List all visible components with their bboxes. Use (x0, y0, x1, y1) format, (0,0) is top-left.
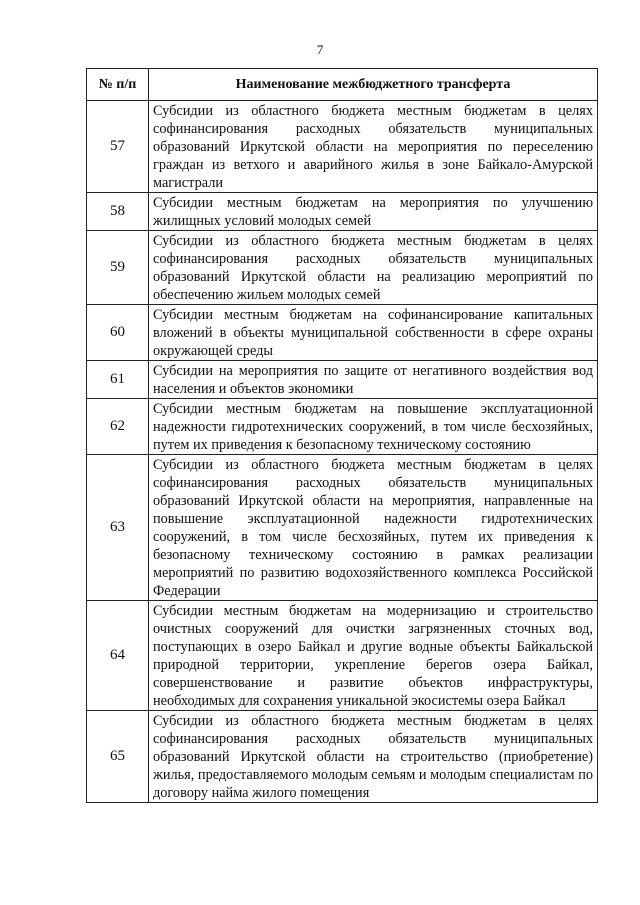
table-row (87, 711, 598, 803)
row-name: Субсидии на мероприятия по защите от негативного воздействия вод населения и объектов экономики (149, 361, 598, 399)
transfers-table (86, 68, 598, 803)
row-number: 57 (87, 101, 149, 193)
row-name: Субсидии из областного бюджета местным бюджетам в целях софинансирования расходных обязательств муниципальных образований Иркутской области на реализацию мероприятий по обеспечению жильем молодых семей (149, 231, 598, 305)
header-name: Наименование межбюджетного трансферта (149, 69, 598, 101)
row-name: Субсидии из областного бюджета местным бюджетам в целях софинансирования расходных обязательств муниципальных образований Иркутской области на мероприятия, направленные на повышение эксплуатационной надежности гидротехнических сооружений, в том числе бесхозяйных, путем их приведения к безопасному техническому состоянию в рамках реализации мероприятий по развитию водохозяйственного комплекса Российской Федерации (149, 455, 598, 601)
table-row (87, 455, 598, 601)
page-number: 7 (316, 42, 324, 57)
row-number: 65 (87, 711, 149, 803)
table-row (87, 193, 598, 231)
table-row (87, 101, 598, 193)
row-name: Субсидии из областного бюджета местным бюджетам в целях софинансирования расходных обязательств муниципальных образований Иркутской области на строительство (приобретение) жилья, предоставляемого молодым семьям и молодым специалистам по договору найма жилого помещения (149, 711, 598, 803)
row-number: 59 (87, 231, 149, 305)
row-number: 58 (87, 193, 149, 231)
table-header-row (87, 69, 598, 101)
table-row (87, 361, 598, 399)
row-name: Субсидии местным бюджетам на повышение эксплуатационной надежности гидротехнических сооружений, в том числе бесхозяйных, путем их приведения к безопасному техническому состоянию (149, 399, 598, 455)
row-number: 63 (87, 455, 149, 601)
row-number: 60 (87, 305, 149, 361)
row-name: Субсидии местным бюджетам на модернизацию и строительство очистных сооружений для очистки загрязненных сточных вод, поступающих в озеро Байкал и другие водные объекты Байкальской природной территории, укрепление берегов озера Байкал, совершенствование и развитие объектов инфраструктуры, необходимых для сохранения уникальной экосистемы озера Байкал (149, 601, 598, 711)
row-number: 61 (87, 361, 149, 399)
row-name: Субсидии местным бюджетам на софинансирование капитальных вложений в объекты муниципальной собственности в сфере охраны окружающей среды (149, 305, 598, 361)
table-row (87, 231, 598, 305)
table-row (87, 601, 598, 711)
table-row (87, 305, 598, 361)
row-name: Субсидии из областного бюджета местным бюджетам в целях софинансирования расходных обязательств муниципальных образований Иркутской области на мероприятия по переселению граждан из ветхого и аварийного жилья в зоне Байкало-Амурской магистрали (149, 101, 598, 193)
row-number: 64 (87, 601, 149, 711)
table-row (87, 399, 598, 455)
row-name: Субсидии местным бюджетам на мероприятия по улучшению жилищных условий молодых семей (149, 193, 598, 231)
header-number: № п/п (87, 69, 149, 101)
row-number: 62 (87, 399, 149, 455)
